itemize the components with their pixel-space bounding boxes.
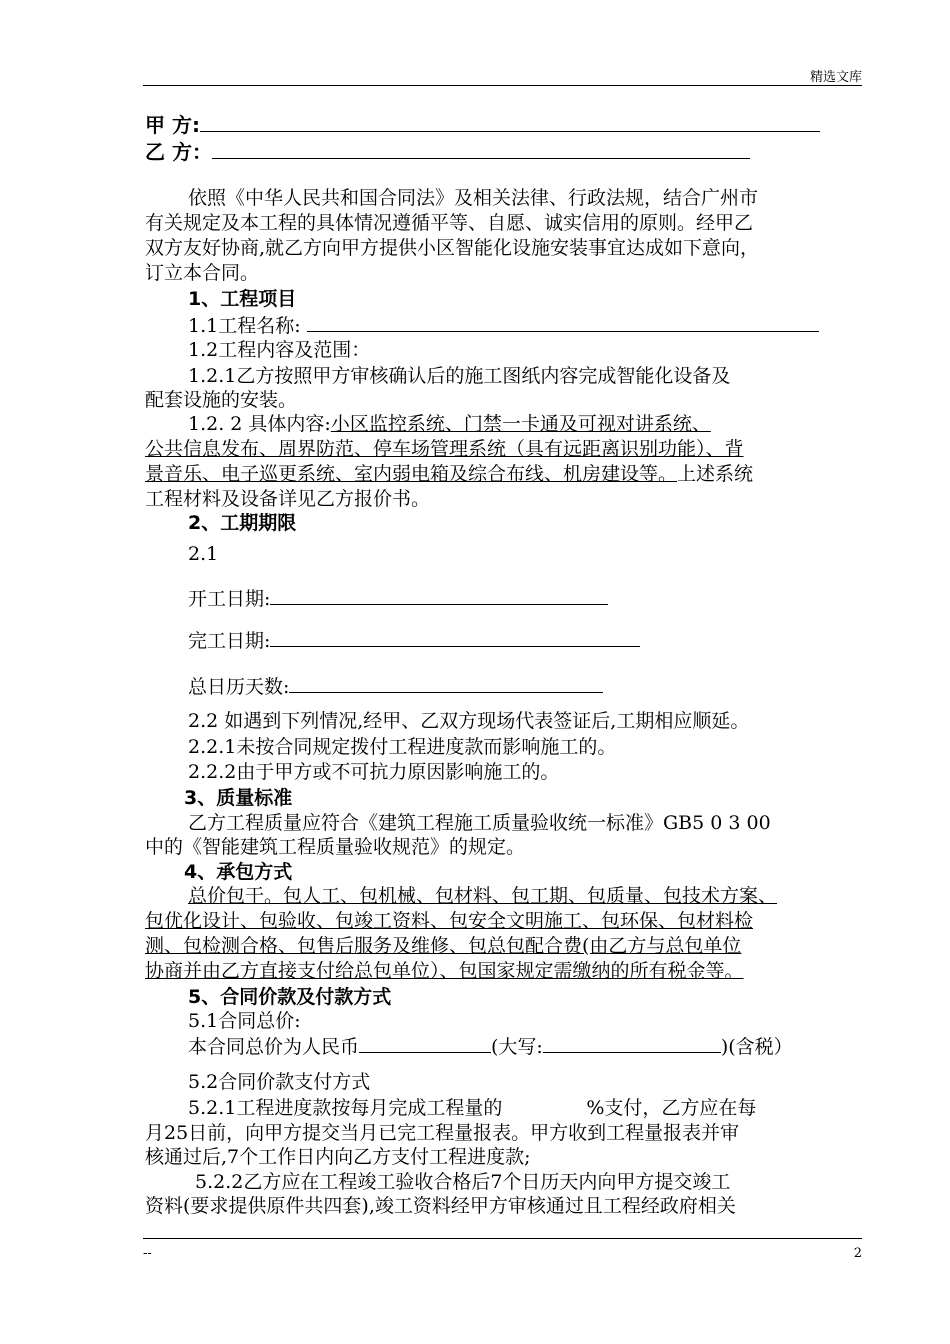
party-a-blank[interactable] — [200, 113, 820, 132]
total-days-row — [188, 674, 603, 699]
footer-left: -- — [143, 1246, 152, 1261]
start-date-row — [188, 586, 608, 611]
preamble-line: 订立本合同。 — [145, 262, 260, 284]
clause-5-2-1-a: 5.2.1工程进度款按每月完成工程量的 — [188, 1097, 503, 1119]
clause-1-2-2-line2: 公共信息发布、周界防范、停车场管理系统（具有远距离识别功能）、背 — [145, 438, 744, 460]
project-name-label: 1.1工程名称: — [188, 315, 301, 337]
header-rule — [143, 85, 862, 86]
clause-1-2-1: 1.2.1乙方按照甲方审核确认后的施工图纸内容完成智能化设备及 — [188, 365, 731, 387]
project-name-row — [188, 313, 819, 338]
clause-1-2-1-cont: 配套设施的安装。 — [145, 389, 298, 411]
end-date-blank[interactable] — [270, 628, 640, 647]
clause-2-2: 2.2 如遇到下列情况,经甲、乙双方现场代表签证后,工期相应顺延。 — [188, 710, 750, 732]
clause-2-1: 2.1 — [188, 543, 219, 565]
clause-5-2-1-line2: 月25日前，向甲方提交当月已完工程量报表。甲方收到工程量报表并审 — [145, 1122, 740, 1144]
party-a-row — [145, 113, 820, 137]
end-date-label: 完工日期: — [188, 630, 271, 652]
party-a-label: 甲 方: — [145, 113, 200, 137]
project-name-blank[interactable] — [307, 313, 819, 332]
clause-5-2-2-line2: 资料(要求提供原件共四套),竣工资料经甲方审核通过且工程经政府相关 — [145, 1195, 736, 1217]
preamble-line: 双方友好协商,就乙方向甲方提供小区智能化设施安装事宜达成如下意向， — [145, 237, 760, 259]
quality-line2: 中的《智能建筑工程质量验收规范》的规定。 — [145, 836, 526, 858]
footer-rule — [143, 1238, 862, 1239]
total-price-suffix: )(含税） — [720, 1036, 793, 1058]
total-price-prefix: 本合同总价为人民币 — [188, 1036, 360, 1058]
section-4-heading: 4、承包方式 — [184, 861, 293, 883]
total-days-label: 总日历天数: — [188, 676, 290, 698]
contract-mode-line: 协商并由乙方直接支付给总包单位）、包国家规定需缴纳的所有税金等。 — [145, 960, 744, 982]
clause-5-2-1-b: %支付，乙方应在每 — [586, 1097, 757, 1119]
end-date-row — [188, 628, 640, 653]
start-date-label: 开工日期: — [188, 588, 271, 610]
clause-5-1: 5.1合同总价: — [188, 1010, 301, 1032]
clause-1-2-2-row — [188, 412, 711, 436]
clause-1-2-2-line3-tail: 上述系统 — [677, 463, 754, 485]
clause-1-2-2-line1: 小区监控系统、门禁一卡通及可视对讲系统、 — [330, 413, 711, 435]
page-number: 2 — [853, 1246, 862, 1261]
clause-1-2-2-line3: 景音乐、电子巡更系统、室内弱电箱及综合布线、机房建设等。 — [145, 463, 678, 485]
clause-2-2-1: 2.2.1未按合同规定拨付工程进度款而影响施工的。 — [188, 736, 617, 758]
total-price-mid: (大写: — [491, 1036, 543, 1058]
party-b-row — [145, 140, 750, 164]
preamble-line: 有关规定及本工程的具体情况遵循平等、自愿、诚实信用的原则。经甲乙 — [145, 212, 754, 234]
clause-5-2: 5.2合同价款支付方式 — [188, 1071, 371, 1093]
section-2-heading: 2、工期期限 — [188, 512, 297, 534]
clause-5-2-1-line3: 核通过后,7个工作日内向乙方支付工程进度款; — [145, 1146, 531, 1168]
total-price-words-blank[interactable] — [543, 1034, 721, 1053]
total-price-row — [188, 1034, 793, 1059]
section-3-heading: 3、质量标准 — [184, 787, 293, 809]
quality-line1: 乙方工程质量应符合《建筑工程施工质量验收统一标准》GB5 0 3 00 — [188, 812, 771, 834]
clause-1-2-2-line4: 工程材料及设备详见乙方报价书。 — [145, 488, 431, 510]
section-5-heading: 5、合同价款及付款方式 — [188, 986, 392, 1008]
contract-mode-line: 测、包检测合格、包售后服务及维修、包总包配合费(由乙方与总包单位 — [145, 935, 742, 957]
contract-mode-line: 包优化设计、包验收、包竣工资料、包安全文明施工、包环保、包材料检 — [145, 910, 754, 932]
clause-1-2-2-prefix: 1.2. 2 具体内容: — [188, 413, 331, 435]
clause-2-2-2: 2.2.2由于甲方或不可抗力原因影响施工的。 — [188, 761, 560, 783]
contract-mode-line: 总价包干。包人工、包机械、包材料、包工期、包质量、包技术方案、 — [188, 885, 778, 907]
scope-label: 1.2工程内容及范围： — [188, 339, 371, 361]
party-b-blank[interactable] — [212, 140, 750, 159]
clause-5-2-1-row — [188, 1096, 756, 1120]
total-days-blank[interactable] — [289, 674, 603, 693]
party-b-label: 乙 方： — [145, 140, 212, 164]
clause-5-2-2-line1: 5.2.2乙方应在工程竣工验收合格后7个日历天内向甲方提交竣工 — [195, 1171, 731, 1193]
start-date-blank[interactable] — [270, 586, 608, 605]
preamble-line: 依照《中华人民共和国合同法》及相关法律、行政法规，结合广州市 — [188, 187, 759, 209]
clause-1-2-2-line3-row — [145, 462, 753, 486]
total-price-blank[interactable] — [359, 1034, 491, 1053]
header-label: 精选文库 — [809, 70, 862, 85]
section-1-heading: 1、工程项目 — [188, 288, 297, 310]
